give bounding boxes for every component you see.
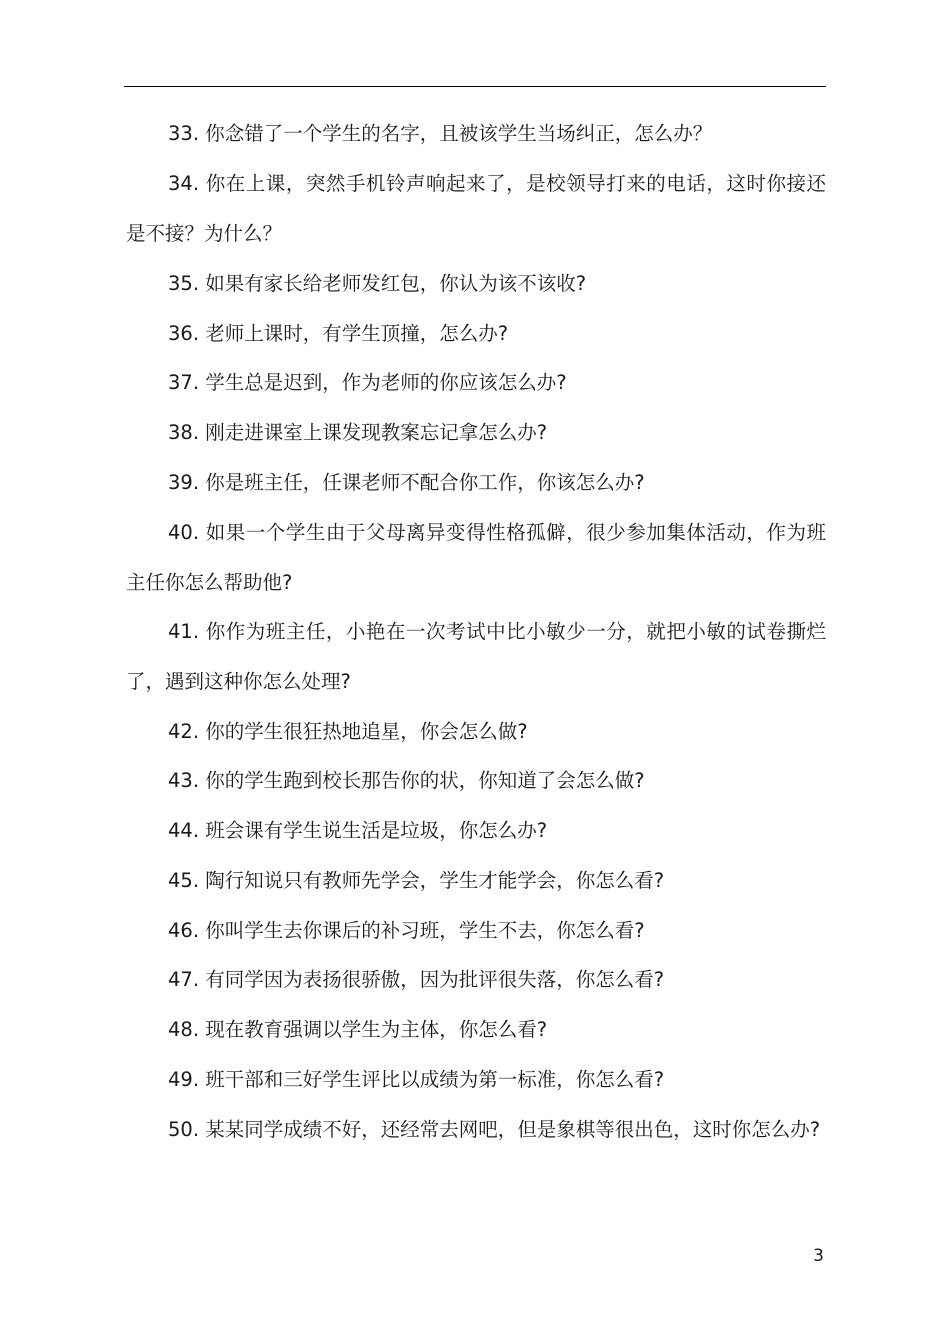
question-45: 45. 陶行知说只有教师先学会，学生才能学会，你怎么看? bbox=[168, 869, 665, 892]
question-37: 37. 学生总是迟到，作为老师的你应该怎么办? bbox=[168, 371, 567, 394]
question-44: 44. 班会课有学生说生活是垃圾，你怎么办? bbox=[168, 819, 548, 842]
question-34: 34. 你在上课，突然手机铃声响起来了，是校领导打来的电话，这时你接还是不接？为什么？ bbox=[126, 172, 826, 245]
question-42: 42. 你的学生很狂热地追星，你会怎么做? bbox=[168, 720, 528, 743]
question-41: 41. 你作为班主任，小艳在一次考试中比小敏少一分，就把小敏的试卷撕烂了，遇到这种你怎么处理? bbox=[126, 620, 826, 693]
question-40: 40. 如果一个学生由于父母离异变得性格孤僻，很少参加集体活动，作为班主任你怎么帮助他? bbox=[126, 521, 826, 594]
question-33: 33. 你念错了一个学生的名字，且被该学生当场纠正，怎么办？ bbox=[168, 122, 713, 145]
question-46: 46. 你叫学生去你课后的补习班，学生不去，你怎么看? bbox=[168, 919, 645, 942]
question-48: 48. 现在教育强调以学生为主体，你怎么看? bbox=[168, 1018, 548, 1041]
question-36: 36. 老师上课时，有学生顶撞，怎么办? bbox=[168, 322, 509, 345]
question-35: 35. 如果有家长给老师发红包，你认为该不该收? bbox=[168, 272, 587, 295]
question-39: 39. 你是班主任，任课老师不配合你工作，你该怎么办? bbox=[168, 471, 645, 494]
question-50: 50. 某某同学成绩不好，还经常去网吧，但是象棋等很出色，这时你怎么办? bbox=[168, 1118, 821, 1141]
question-38: 38. 刚走进课室上课发现教案忘记拿怎么办? bbox=[168, 421, 548, 444]
question-47: 47. 有同学因为表扬很骄傲，因为批评很失落，你怎么看? bbox=[168, 968, 665, 991]
question-49: 49. 班干部和三好学生评比以成绩为第一标准，你怎么看? bbox=[168, 1068, 665, 1091]
question-43: 43. 你的学生跑到校长那告你的状，你知道了会怎么做? bbox=[168, 769, 645, 792]
page-number: 3 bbox=[813, 1246, 824, 1266]
header-rule bbox=[124, 86, 826, 87]
